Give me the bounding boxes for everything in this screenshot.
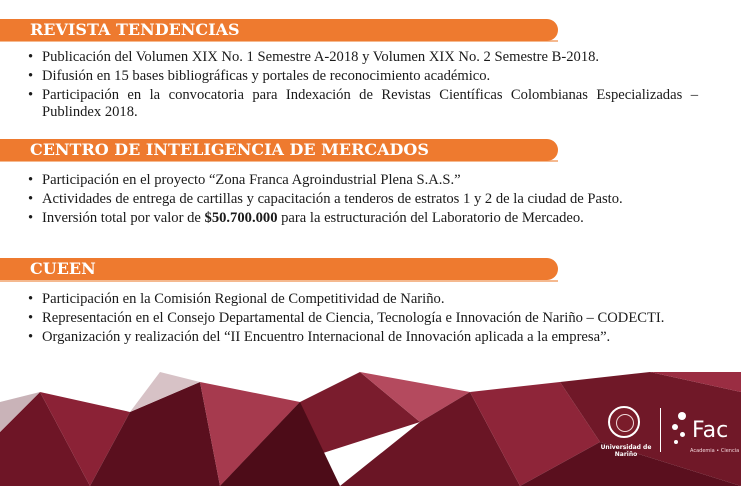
section-title: CUEEN <box>30 259 96 278</box>
section-title: CENTRO DE INTELIGENCIA DE MERCADOS <box>30 140 429 159</box>
list-item: • Organización y realización del “II Encuentro Internacional de Innovación aplicada a la empresa”. <box>28 329 698 346</box>
section-list-centro <box>28 172 698 229</box>
list-item: • Actividades de entrega de cartillas y capacitación a tenderos de estratos 1 y 2 de la ciudad de Pasto. <box>28 191 698 208</box>
section-bar-cap <box>0 139 10 161</box>
list-item: • Participación en la convocatoria para Indexación de Revistas Científicas Colombianas Especializadas – Publindex 2018. <box>28 87 698 121</box>
faculty-dots-icon <box>670 410 694 450</box>
list-item: • Difusión en 15 bases bibliográficas y portales de reconocimiento académico. <box>28 68 698 85</box>
footer-logos <box>598 404 741 464</box>
list-item: • Inversión total por valor de $50.700.000 para la estructuración del Laboratorio de Mercadeo. <box>28 210 698 227</box>
list-item: • Participación en el proyecto “Zona Franca Agroindustrial Plena S.A.S.” <box>28 172 698 189</box>
university-name: Universidad de Nariño <box>600 444 652 458</box>
list-item: • Representación en el Consejo Departamental de Ciencia, Tecnología e Innovación de Nariño – CODECTI. <box>28 310 698 327</box>
university-seal-icon <box>608 406 640 438</box>
section-bar-cap <box>0 258 10 280</box>
section-header-cueen <box>10 258 558 280</box>
faculty-logo-text: Fac <box>692 418 729 443</box>
section-list-revista <box>28 49 698 123</box>
logo-divider <box>660 408 661 452</box>
section-header-centro-inteligencia <box>10 139 558 161</box>
faculty-logo-subtitle: Academia • Ciencia <box>690 448 740 454</box>
list-item: • Participación en la Comisión Regional de Competitividad de Nariño. <box>28 291 698 308</box>
section-header-revista-tendencias <box>10 19 558 41</box>
section-bar-underline <box>0 280 558 282</box>
section-list-cueen <box>28 291 698 348</box>
section-title: REVISTA TENDENCIAS <box>30 20 240 39</box>
list-item: • Publicación del Volumen XIX No. 1 Semestre A-2018 y Volumen XIX No. 2 Semestre B-2018. <box>28 49 698 66</box>
section-bar-cap <box>0 19 10 41</box>
investment-amount: $50.700.000 <box>204 210 278 226</box>
